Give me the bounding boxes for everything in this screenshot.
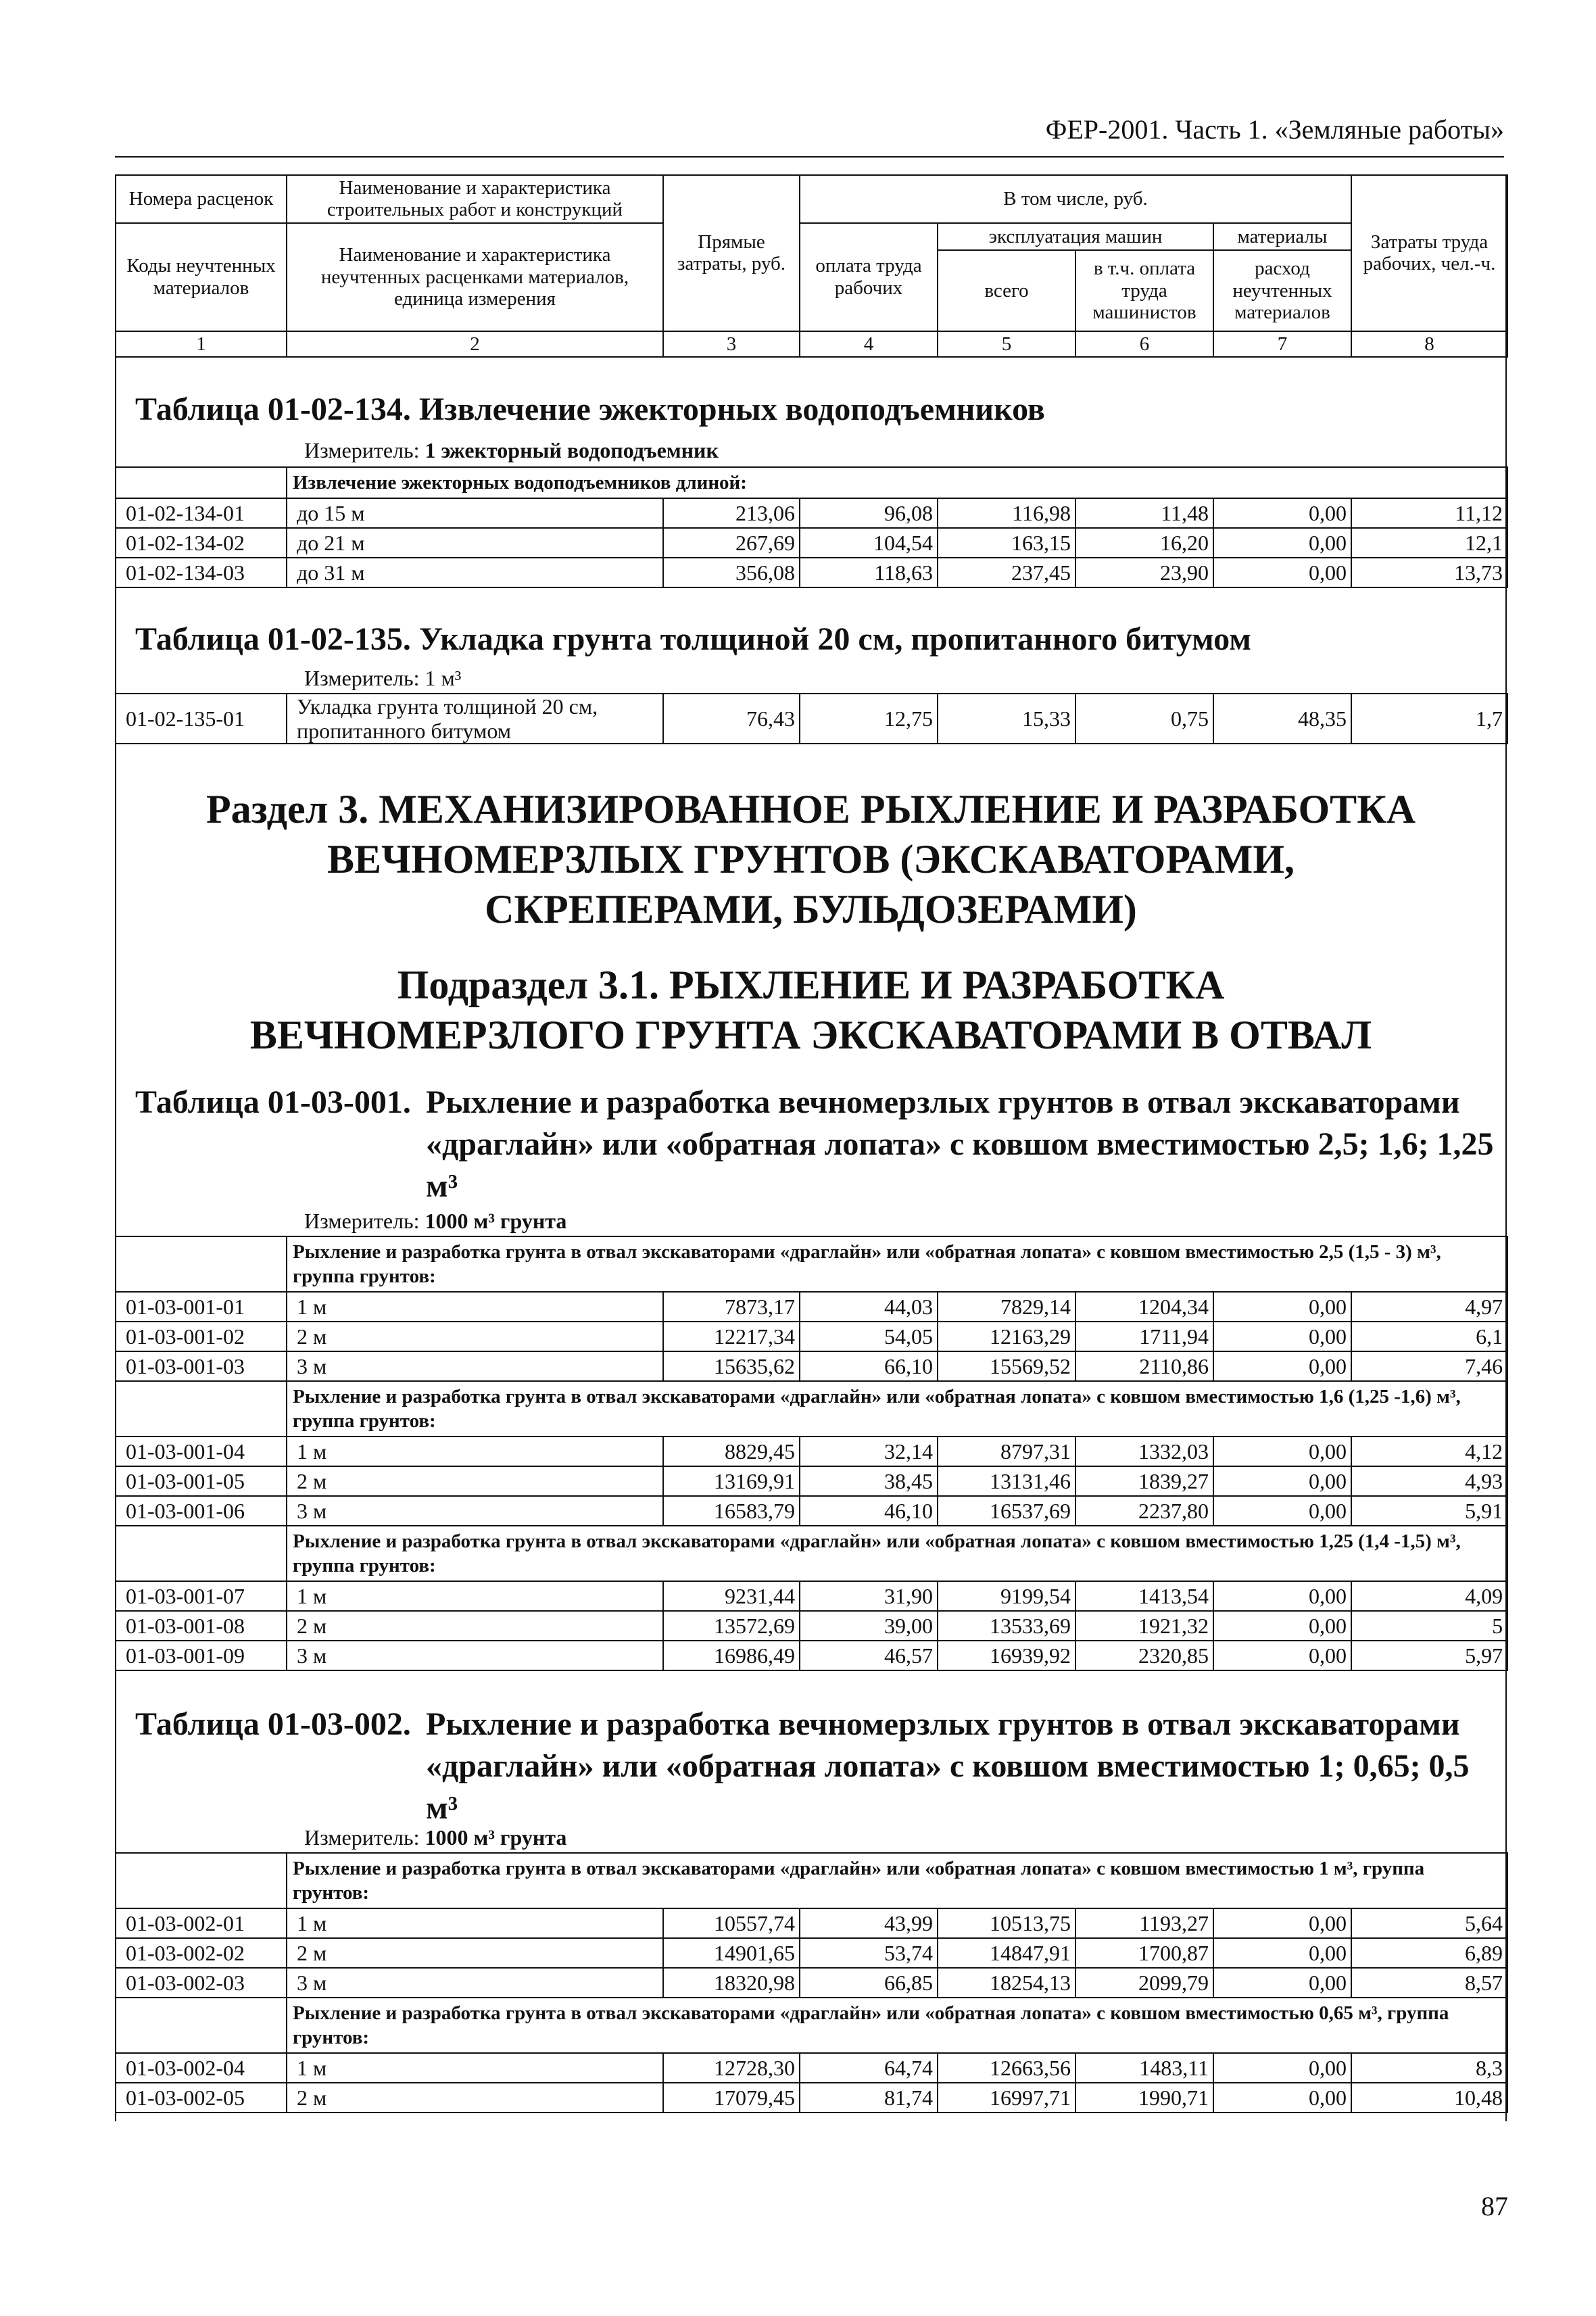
value-cell: 0,75 [1075, 694, 1213, 744]
col-num: 4 [800, 331, 938, 357]
value-cell: 12,1 [1351, 528, 1507, 558]
value-cell: 118,63 [800, 558, 938, 587]
value-cell: 16537,69 [938, 1496, 1075, 1526]
value-cell: 0,00 [1213, 2053, 1351, 2083]
group-label: Извлечение эжекторных водоподъемников длиной: [287, 467, 1507, 498]
value-cell: 0,00 [1213, 1908, 1351, 1938]
rate-code: 01-02-134-02 [116, 528, 287, 558]
table-title: Таблица 01-02-135. Укладка грунта толщиной 20 см, пропитанного битумом [135, 621, 1251, 657]
col-direct-costs: Прямые затраты, руб. [663, 175, 800, 331]
value-cell: 0,00 [1213, 1968, 1351, 1998]
value-cell: 12217,34 [663, 1322, 800, 1351]
value-cell: 9199,54 [938, 1581, 1075, 1611]
value-cell: 0,00 [1213, 1496, 1351, 1526]
value-cell: 0,00 [1213, 1351, 1351, 1381]
value-cell: 14901,65 [663, 1938, 800, 1968]
value-cell: 4,93 [1351, 1466, 1507, 1496]
rate-code: 01-02-134-01 [116, 498, 287, 528]
table-caption: Таблица 01-03-001. [135, 1084, 411, 1120]
rate-code: 01-03-001-09 [116, 1641, 287, 1670]
rate-code: 01-03-001-04 [116, 1437, 287, 1466]
value-cell: 17079,45 [663, 2083, 800, 2113]
rate-code: 01-03-001-08 [116, 1611, 287, 1641]
value-cell: 16,20 [1075, 528, 1213, 558]
value-cell: 0,00 [1213, 1938, 1351, 1968]
work-name: 2 м [287, 2083, 663, 2113]
value-cell: 12163,29 [938, 1322, 1075, 1351]
value-cell: 6,89 [1351, 1938, 1507, 1968]
value-cell: 23,90 [1075, 558, 1213, 587]
empty-cell [116, 1381, 287, 1437]
value-cell: 213,06 [663, 498, 800, 528]
value-cell: 1839,27 [1075, 1466, 1213, 1496]
col-num: 7 [1213, 331, 1351, 357]
value-cell: 0,00 [1213, 1581, 1351, 1611]
value-cell: 16997,71 [938, 2083, 1075, 2113]
rate-code: 01-03-001-02 [116, 1322, 287, 1351]
col-materials: материалы [1213, 223, 1351, 250]
value-cell: 1204,34 [1075, 1292, 1213, 1322]
col-machine-operation: эксплуатация машин [938, 223, 1213, 250]
value-cell: 54,05 [800, 1322, 938, 1351]
value-cell: 0,00 [1213, 528, 1351, 558]
value-cell: 6,1 [1351, 1322, 1507, 1351]
work-name: 1 м [287, 1437, 663, 1466]
group-label: Рыхление и разработка грунта в отвал экскаваторами «драглайн» или «обратная лопата» с ковшом вместимостью 1,25 (1,4 -1,5) м³, группа грунтов: [287, 1526, 1507, 1581]
value-cell: 0,00 [1213, 498, 1351, 528]
rate-code: 01-02-134-03 [116, 558, 287, 587]
group-row [116, 467, 1507, 498]
table-measure: Измеритель: 1000 м³ грунта [304, 1825, 567, 1850]
work-name: 2 м [287, 1611, 663, 1641]
col-labor-costs: Затраты труда рабочих, чел.-ч. [1351, 175, 1507, 331]
value-cell: 1,7 [1351, 694, 1507, 744]
value-cell: 1332,03 [1075, 1437, 1213, 1466]
value-cell: 5,64 [1351, 1908, 1507, 1938]
table-row [116, 498, 1507, 528]
work-name: 1 м [287, 2053, 663, 2083]
value-cell: 9231,44 [663, 1581, 800, 1611]
value-cell: 13169,91 [663, 1466, 800, 1496]
empty-cell [116, 1236, 287, 1292]
table-title: Рыхление и разработка вечномерзлых грунтов в отвал экскаваторами «драглайн» или «обратная лопата» с ковшом вместимостью 1; 0,65; 0,5 м³ [426, 1706, 1470, 1826]
col-worker-wages: оплата труда рабочих [800, 223, 938, 331]
value-cell: 46,57 [800, 1641, 938, 1670]
data-table-134 [115, 466, 1508, 588]
value-cell: 66,85 [800, 1968, 938, 1998]
group-label: Рыхление и разработка грунта в отвал экскаваторами «драглайн» или «обратная лопата» с ковшом вместимостью 1,6 (1,25 -1,6) м³, группа грунтов: [287, 1381, 1507, 1437]
page-number: 87 [1481, 2191, 1508, 2221]
group-label: Рыхление и разработка грунта в отвал экскаваторами «драглайн» или «обратная лопата» с ковшом вместимостью 0,65 м³, группа грунтов: [287, 1998, 1507, 2053]
col-num: 1 [116, 331, 287, 357]
value-cell: 104,54 [800, 528, 938, 558]
value-cell: 5,97 [1351, 1641, 1507, 1670]
value-cell: 64,74 [800, 2053, 938, 2083]
work-name: 3 м [287, 1496, 663, 1526]
value-cell: 4,12 [1351, 1437, 1507, 1466]
empty-cell [116, 1853, 287, 1908]
table-row [116, 1908, 1507, 1938]
value-cell: 1413,54 [1075, 1581, 1213, 1611]
value-cell: 1193,27 [1075, 1908, 1213, 1938]
table-row [116, 1581, 1507, 1611]
value-cell: 15,33 [938, 694, 1075, 744]
empty-cell [116, 1998, 287, 2053]
value-cell: 0,00 [1213, 1292, 1351, 1322]
value-cell: 10,48 [1351, 2083, 1507, 2113]
work-name: до 21 м [287, 528, 663, 558]
table-measure: Измеритель: 1000 м³ грунта [304, 1209, 567, 1233]
value-cell: 39,00 [800, 1611, 938, 1641]
value-cell: 53,74 [800, 1938, 938, 1968]
col-rate-number: Номера расценок [116, 175, 287, 223]
table-row [116, 1292, 1507, 1322]
value-cell: 12,75 [800, 694, 938, 744]
value-cell: 1483,11 [1075, 2053, 1213, 2083]
value-cell: 8797,31 [938, 1437, 1075, 1466]
value-cell: 7,46 [1351, 1351, 1507, 1381]
work-name: 1 м [287, 1908, 663, 1938]
value-cell: 4,97 [1351, 1292, 1507, 1322]
value-cell: 13,73 [1351, 558, 1507, 587]
section-heading: Раздел 3. МЕХАНИЗИРОВАННОЕ РЫХЛЕНИЕ И РАЗРАБОТКА ВЕЧНОМЕРЗЛЫХ ГРУНТОВ (ЭКСКАВАТОРАМИ, СКРЕПЕРАМИ, БУЛЬДОЗЕРАМИ) [205, 787, 1416, 932]
col-num: 6 [1075, 331, 1213, 357]
value-cell: 44,03 [800, 1292, 938, 1322]
value-cell: 2110,86 [1075, 1351, 1213, 1381]
empty-cell [116, 467, 287, 498]
value-cell: 96,08 [800, 498, 938, 528]
value-cell: 1921,32 [1075, 1611, 1213, 1641]
group-label: Рыхление и разработка грунта в отвал экскаваторами «драглайн» или «обратная лопата» с ковшом вместимостью 2,5 (1,5 - 3) м³, группа грунтов: [287, 1236, 1507, 1292]
value-cell: 1711,94 [1075, 1322, 1213, 1351]
value-cell: 43,99 [800, 1908, 938, 1938]
value-cell: 2320,85 [1075, 1641, 1213, 1670]
table-row [116, 2083, 1507, 2113]
work-name: до 31 м [287, 558, 663, 587]
rate-code: 01-03-001-05 [116, 1466, 287, 1496]
rate-code: 01-03-001-06 [116, 1496, 287, 1526]
rate-code: 01-03-001-07 [116, 1581, 287, 1611]
table-row [116, 1641, 1507, 1670]
value-cell: 18320,98 [663, 1968, 800, 1998]
table-measure: Измеритель: 1 м³ [304, 666, 462, 690]
rate-code: 01-03-002-03 [116, 1968, 287, 1998]
table-row [116, 1938, 1507, 1968]
value-cell: 0,00 [1213, 558, 1351, 587]
col-material-codes: Коды неучтенных материалов [116, 223, 287, 331]
table-row [116, 1466, 1507, 1496]
value-cell: 237,45 [938, 558, 1075, 587]
rate-code: 01-03-002-01 [116, 1908, 287, 1938]
value-cell: 15635,62 [663, 1351, 800, 1381]
work-name: Укладка грунта толщиной 20 см, пропитанного битумом [287, 694, 663, 744]
rate-code: 01-02-135-01 [116, 694, 287, 744]
col-num: 2 [287, 331, 663, 357]
work-name: 1 м [287, 1292, 663, 1322]
value-cell: 76,43 [663, 694, 800, 744]
col-work-name: Наименование и характеристика строительных работ и конструкций [287, 175, 663, 223]
table-row [116, 2053, 1507, 2083]
table-row [116, 1437, 1507, 1466]
value-cell: 16986,49 [663, 1641, 800, 1670]
table-measure: Измеритель: 1 эжекторный водоподъемник [304, 438, 719, 462]
empty-cell [116, 1526, 287, 1581]
value-cell: 0,00 [1213, 1641, 1351, 1670]
col-num: 3 [663, 331, 800, 357]
value-cell: 15569,52 [938, 1351, 1075, 1381]
table-row [116, 1322, 1507, 1351]
col-num: 8 [1351, 331, 1507, 357]
value-cell: 8829,45 [663, 1437, 800, 1466]
column-number-row [116, 331, 1507, 357]
work-name: 3 м [287, 1968, 663, 1998]
group-row [116, 1381, 1507, 1437]
table-title: Рыхление и разработка вечномерзлых грунтов в отвал экскаваторами «драглайн» или «обратная лопата» с ковшом вместимостью 2,5; 1,6; 1,25 м³ [426, 1084, 1494, 1204]
value-cell: 12663,56 [938, 2053, 1075, 2083]
value-cell: 2099,79 [1075, 1968, 1213, 1998]
table-row [116, 1496, 1507, 1526]
col-material-name: Наименование и характеристика неучтенных расценками материалов, единица измерения [287, 223, 663, 331]
work-name: 2 м [287, 1322, 663, 1351]
value-cell: 5,91 [1351, 1496, 1507, 1526]
table-title: Таблица 01-02-134. Извлечение эжекторных водоподъемников [135, 391, 1045, 427]
value-cell: 7873,17 [663, 1292, 800, 1322]
value-cell: 1700,87 [1075, 1938, 1213, 1968]
work-name: 3 м [287, 1351, 663, 1381]
value-cell: 0,00 [1213, 2083, 1351, 2113]
group-row [116, 1998, 1507, 2053]
value-cell: 14847,91 [938, 1938, 1075, 1968]
value-cell: 32,14 [800, 1437, 938, 1466]
rate-code: 01-03-002-02 [116, 1938, 287, 1968]
value-cell: 5 [1351, 1611, 1507, 1641]
rate-code: 01-03-002-05 [116, 2083, 287, 2113]
value-cell: 66,10 [800, 1351, 938, 1381]
value-cell: 356,08 [663, 558, 800, 587]
value-cell: 81,74 [800, 2083, 938, 2113]
value-cell: 11,12 [1351, 498, 1507, 528]
value-cell: 16939,92 [938, 1641, 1075, 1670]
col-including: В том числе, руб. [800, 175, 1351, 223]
value-cell: 13533,69 [938, 1611, 1075, 1641]
value-cell: 1990,71 [1075, 2083, 1213, 2113]
value-cell: 8,57 [1351, 1968, 1507, 1998]
value-cell: 12728,30 [663, 2053, 800, 2083]
col-num: 5 [938, 331, 1075, 357]
value-cell: 10513,75 [938, 1908, 1075, 1938]
data-table-001 [115, 1236, 1508, 1671]
table-row [116, 1968, 1507, 1998]
value-cell: 2237,80 [1075, 1496, 1213, 1526]
value-cell: 0,00 [1213, 1611, 1351, 1641]
rate-code: 01-03-001-01 [116, 1292, 287, 1322]
work-name: 1 м [287, 1581, 663, 1611]
value-cell: 10557,74 [663, 1908, 800, 1938]
table-caption: Таблица 01-03-002. [135, 1706, 411, 1742]
work-name: 2 м [287, 1466, 663, 1496]
value-cell: 38,45 [800, 1466, 938, 1496]
work-name: до 15 м [287, 498, 663, 528]
value-cell: 7829,14 [938, 1292, 1075, 1322]
data-table-135 [115, 693, 1508, 744]
work-name: 3 м [287, 1641, 663, 1670]
group-row [116, 1853, 1507, 1908]
value-cell: 13572,69 [663, 1611, 800, 1641]
data-table-002 [115, 1852, 1508, 2113]
value-cell: 0,00 [1213, 1437, 1351, 1466]
value-cell: 0,00 [1213, 1466, 1351, 1496]
value-cell: 48,35 [1213, 694, 1351, 744]
value-cell: 0,00 [1213, 1322, 1351, 1351]
value-cell: 11,48 [1075, 498, 1213, 528]
rate-code: 01-03-002-04 [116, 2053, 287, 2083]
value-cell: 116,98 [938, 498, 1075, 528]
value-cell: 18254,13 [938, 1968, 1075, 1998]
value-cell: 13131,46 [938, 1466, 1075, 1496]
value-cell: 16583,79 [663, 1496, 800, 1526]
value-cell: 46,10 [800, 1496, 938, 1526]
table-row [116, 558, 1507, 587]
value-cell: 31,90 [800, 1581, 938, 1611]
col-machinist-wages: в т.ч. оплата труда машинистов [1075, 250, 1213, 331]
value-cell: 4,09 [1351, 1581, 1507, 1611]
value-cell: 8,3 [1351, 2053, 1507, 2083]
rate-code: 01-03-001-03 [116, 1351, 287, 1381]
col-machine-total: всего [938, 250, 1075, 331]
value-cell: 267,69 [663, 528, 800, 558]
page-header: ФЕР-2001. Часть 1. «Земляные работы» [115, 114, 1504, 158]
table-row [116, 528, 1507, 558]
work-name: 2 м [287, 1938, 663, 1968]
group-row [116, 1236, 1507, 1292]
subsection-heading: Подраздел 3.1. РЫХЛЕНИЕ И РАЗРАБОТКА ВЕЧНОМЕРЗЛОГО ГРУНТА ЭКСКАВАТОРАМИ В ОТВАЛ [249, 963, 1372, 1057]
col-material-consumption: расход неучтенных материалов [1213, 250, 1351, 331]
column-header-table [115, 174, 1508, 358]
table-row [116, 694, 1507, 744]
group-label: Рыхление и разработка грунта в отвал экскаваторами «драглайн» или «обратная лопата» с ковшом вместимостью 1 м³, группа грунтов: [287, 1853, 1507, 1908]
table-row [116, 1351, 1507, 1381]
table-row [116, 1611, 1507, 1641]
value-cell: 163,15 [938, 528, 1075, 558]
group-row [116, 1526, 1507, 1581]
